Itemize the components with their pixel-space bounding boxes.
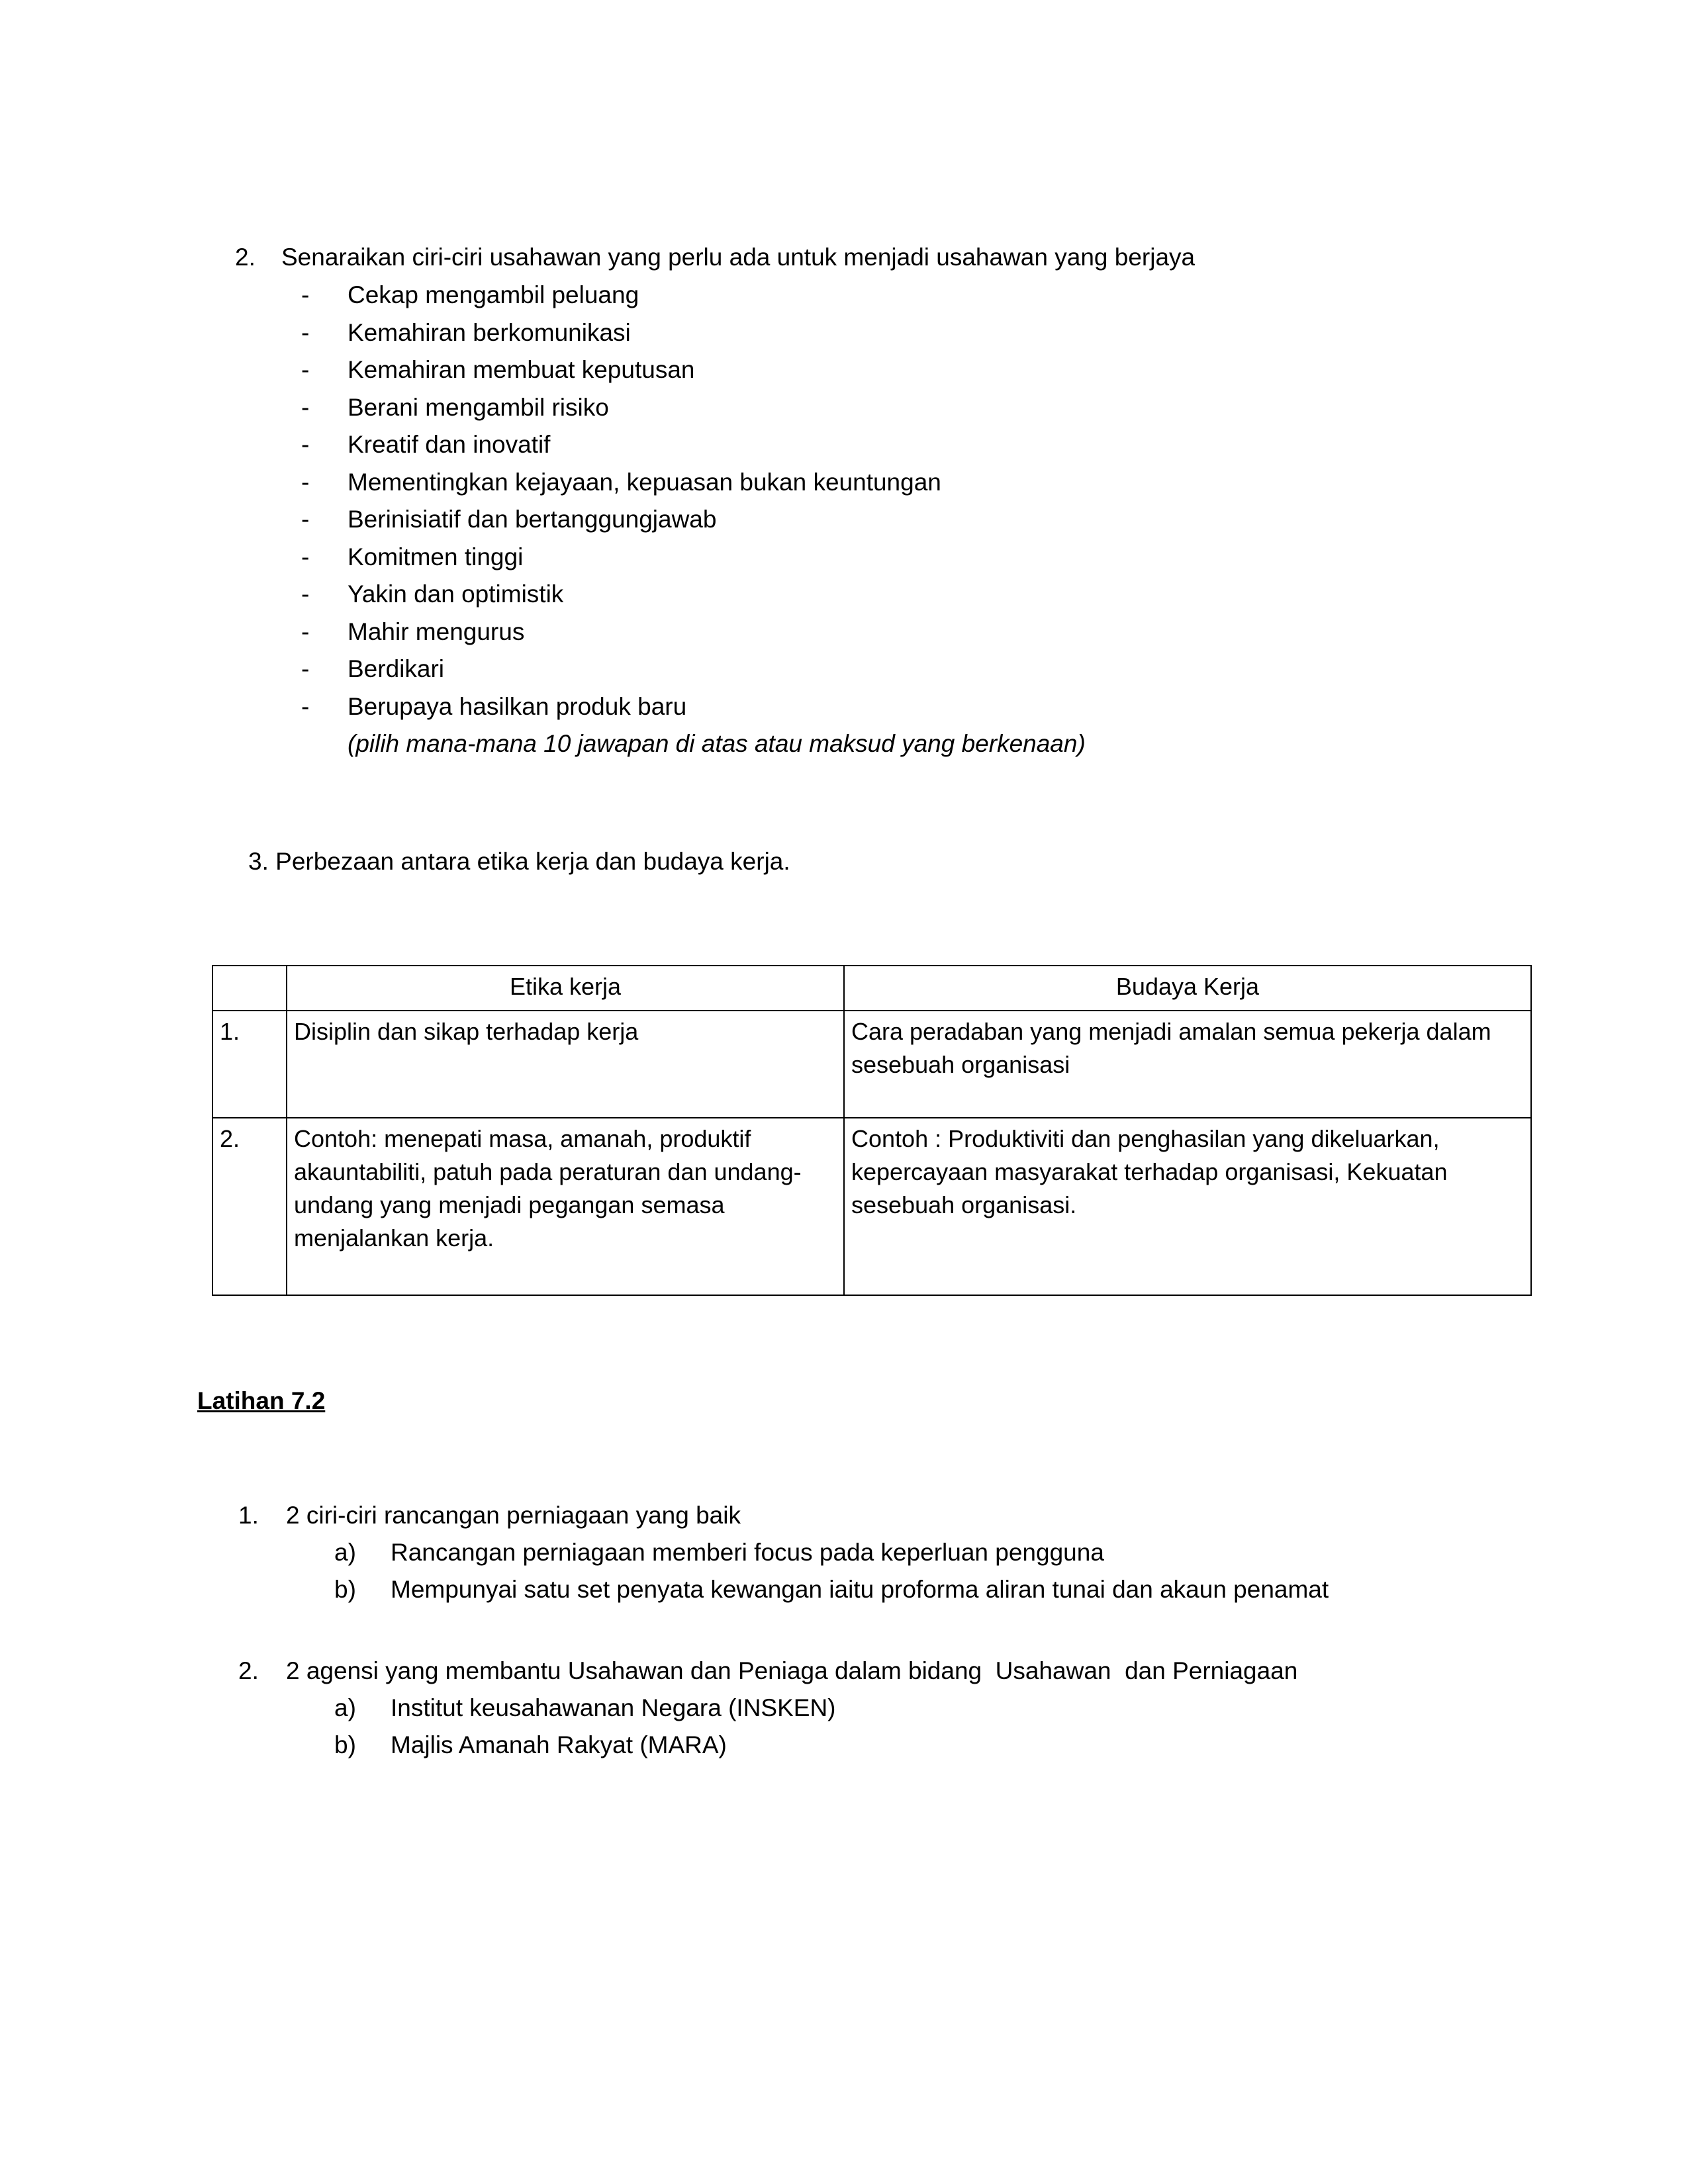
table-header [212,966,1531,1011]
list-item-label: Rancangan perniagaan memberi focus pada keperluan pengguna [391,1539,1104,1566]
list-item [235,651,1559,688]
question-2-marker: 2. [235,244,256,271]
exercise-1-marker: 1. [238,1502,259,1529]
exercise-item-2 [238,1653,1602,1764]
dash-marker: - [301,281,310,308]
question-2-heading [235,238,1559,277]
comparison-table [212,965,1532,1296]
list-item [235,277,1559,314]
exercise-1-sublist [238,1534,1602,1608]
question-2-text: Senaraikan ciri-ciri usahawan yang perlu ada untuk menjadi usahawan yang berjaya [281,244,1196,271]
dash-marker: - [301,580,310,608]
list-item [235,688,1559,726]
exercise-1-text: 2 ciri-ciri rancangan perniagaan yang baik [286,1502,741,1529]
question-2-bullet-list [235,277,1559,725]
list-item [235,464,1559,502]
exercise-1-heading [238,1497,1602,1534]
cell-etika-kerja [287,1011,844,1118]
row-number: 2. [212,1118,287,1295]
dash-marker: - [301,431,310,458]
list-item-label: Institut keusahawanan Negara (INSKEN) [391,1694,836,1721]
row-number: 1. [212,1011,287,1118]
list-item [235,426,1559,464]
list-item [235,501,1559,539]
dash-marker: - [301,692,310,720]
list-item-label: Berdikari [348,655,444,682]
list-item-label: Berupaya hasilkan produk baru [348,692,687,720]
list-item [238,1727,1602,1764]
alpha-marker: b) [334,1576,356,1603]
cell-text: Disiplin dan sikap terhadap kerja [294,1018,639,1045]
exercise-2-text: 2 agensi yang membantu Usahawan dan Peniaga dalam bidang Usahawan dan Perniagaan [286,1657,1298,1684]
dash-marker: - [301,318,310,346]
list-item-label: Kemahiran membuat keputusan [348,356,695,383]
question-2-note: (pilih mana-mana 10 jawapan di atas atau maksud yang berkenaan) [348,730,1086,757]
cell-text: Contoh : Produktiviti dan penghasilan yang dikeluarkan, kepercayaan masyarakat terhadap organisasi, Kekuatan sesebuah organisasi. [851,1125,1448,1218]
alpha-marker: b) [334,1731,356,1758]
dash-marker: - [301,543,310,570]
dash-marker: - [301,655,310,682]
dash-marker: - [301,393,310,421]
cell-budaya-kerja [844,1118,1531,1295]
dash-marker: - [301,506,310,533]
list-item-label: Cekap mengambil peluang [348,281,639,308]
list-item-label: Berinisiatif dan bertanggungjawab [348,506,717,533]
dash-marker: - [301,617,310,645]
list-item [235,314,1559,352]
table-row [212,1011,1531,1118]
list-item [235,351,1559,389]
section-title-latihan: Latihan 7.2 [197,1387,326,1414]
dash-marker: - [301,356,310,383]
list-item-label: Mahir mengurus [348,617,525,645]
list-item [238,1690,1602,1727]
list-item [235,614,1559,651]
cell-text: Cara peradaban yang menjadi amalan semua pekerja dalam sesebuah organisasi [851,1018,1491,1078]
alpha-marker: a) [334,1694,356,1721]
question-2-block [235,238,1559,763]
list-item [235,389,1559,427]
dash-marker: - [301,468,310,496]
list-item-label: Mementingkan kejayaan, kepuasan bukan keuntungan [348,468,941,496]
column-header-etika-kerja: Etika kerja [287,966,844,1011]
list-item-label: Kreatif dan inovatif [348,431,551,458]
question-3-heading: 3. Perbezaan antara etika kerja dan budaya kerja. [248,848,790,875]
exercise-2-heading [238,1653,1602,1690]
list-item-label: Yakin dan optimistik [348,580,564,608]
list-item-label: Kemahiran berkomunikasi [348,318,631,346]
cell-text: Contoh: menepati masa, amanah, produktif akauntabiliti, patuh pada peraturan dan undang-undang yang menjadi pegangan semasa menjalankan kerja. [294,1125,802,1251]
cell-budaya-kerja [844,1011,1531,1118]
list-item-label: Komitmen tinggi [348,543,524,570]
list-item-label: Majlis Amanah Rakyat (MARA) [391,1731,727,1758]
exercise-2-sublist [238,1690,1602,1764]
list-item [235,539,1559,576]
alpha-marker: a) [334,1539,356,1566]
table-row [212,1118,1531,1295]
column-header-budaya-kerja: Budaya Kerja [844,966,1531,1011]
list-item [238,1534,1602,1571]
table-header-row [212,966,1531,1011]
exercise-2-marker: 2. [238,1657,259,1684]
list-item-label: Mempunyai satu set penyata kewangan iaitu proforma aliran tunai dan akaun penamat [391,1576,1329,1603]
exercise-item-1 [238,1497,1602,1608]
list-item [238,1571,1602,1608]
cell-etika-kerja [287,1118,844,1295]
list-item-label: Berani mengambil risiko [348,393,609,421]
column-header-number [212,966,287,1011]
table-body [212,1011,1531,1295]
list-item [235,576,1559,614]
